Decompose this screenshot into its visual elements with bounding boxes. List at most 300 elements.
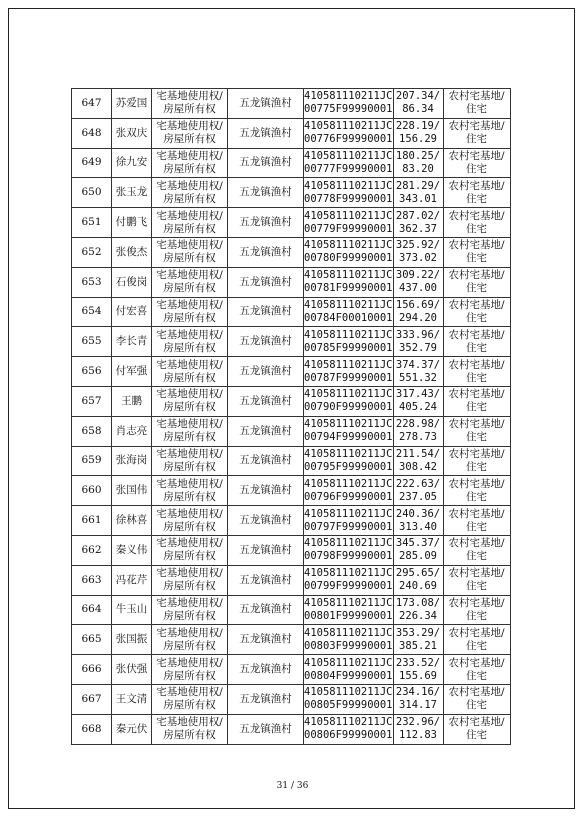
right-type-text: 宅基地使用权/ <box>156 388 223 401</box>
unit-code-text: 410581110211JC <box>304 209 393 222</box>
right-type-text: 宅基地使用权/ <box>156 120 223 133</box>
location-text: 五龙镇渔村 <box>239 275 292 288</box>
area-text: 405.24 <box>399 401 437 414</box>
right-type <box>152 237 228 267</box>
owner-name <box>112 506 152 536</box>
right-type-text: 宅基地使用权/ <box>156 328 223 341</box>
right-type-text: 房屋所有权 <box>163 490 216 503</box>
land-use-text: 农村宅基地/ <box>448 567 505 580</box>
owner-name <box>112 416 152 446</box>
location <box>228 714 304 744</box>
owner-name <box>112 565 152 595</box>
table-row <box>72 625 511 655</box>
land-use-text: 农村宅基地/ <box>448 656 505 669</box>
unit-code <box>304 178 394 208</box>
land-use-text: 住宅 <box>466 550 488 563</box>
owner-name-text: 苏爱国 <box>115 96 148 109</box>
owner-name <box>112 476 152 506</box>
unit-code-text: 00777F99990001 <box>304 162 393 175</box>
area-text: 156.29 <box>399 133 437 146</box>
unit-code-text: 410581110211JC <box>304 149 393 162</box>
area-text: 308.42 <box>399 460 437 473</box>
area <box>393 476 443 506</box>
land-use <box>443 476 510 506</box>
area <box>393 535 443 565</box>
area-text: 373.02 <box>399 252 437 265</box>
owner-name <box>112 446 152 476</box>
row-number-text: 656 <box>81 365 102 378</box>
unit-code-text: 410581110211JC <box>304 179 393 192</box>
table-row <box>72 565 511 595</box>
owner-name-text: 牛玉山 <box>115 603 148 616</box>
table-row <box>72 595 511 625</box>
records-table-body <box>72 89 511 745</box>
unit-code <box>304 595 394 625</box>
owner-name <box>112 595 152 625</box>
unit-code <box>304 148 394 178</box>
right-type-text: 房屋所有权 <box>163 192 216 205</box>
area-text: 207.34/ <box>395 90 441 103</box>
land-use <box>443 357 510 387</box>
row-number <box>72 267 112 297</box>
right-type-text: 房屋所有权 <box>163 282 216 295</box>
unit-code <box>304 327 394 357</box>
owner-name-text: 秦义伟 <box>115 543 148 556</box>
location <box>228 327 304 357</box>
unit-code <box>304 655 394 685</box>
location <box>228 684 304 714</box>
area-text: 345.37/ <box>395 537 441 550</box>
row-number-text: 647 <box>81 96 102 109</box>
owner-name <box>112 655 152 685</box>
unit-code-text: 410581110211JC <box>304 239 393 252</box>
row-number <box>72 237 112 267</box>
unit-code <box>304 237 394 267</box>
area <box>393 386 443 416</box>
land-use-text: 农村宅基地/ <box>448 239 505 252</box>
row-number <box>72 595 112 625</box>
area-text: 285.09 <box>399 550 437 563</box>
land-use-text: 住宅 <box>466 669 488 682</box>
owner-name <box>112 89 152 119</box>
area-text: 294.20 <box>399 311 437 324</box>
row-number-text: 658 <box>81 424 102 437</box>
location-text: 五龙镇渔村 <box>239 603 292 616</box>
land-use <box>443 237 510 267</box>
location <box>228 476 304 506</box>
table-row <box>72 416 511 446</box>
location <box>228 267 304 297</box>
unit-code-text: 410581110211JC <box>304 298 393 311</box>
right-type-text: 房屋所有权 <box>163 252 216 265</box>
land-use <box>443 327 510 357</box>
row-number <box>72 446 112 476</box>
right-type <box>152 446 228 476</box>
table-row <box>72 178 511 208</box>
right-type-text: 房屋所有权 <box>163 580 216 593</box>
table-row <box>72 89 511 119</box>
right-type-text: 房屋所有权 <box>163 460 216 473</box>
right-type-text: 宅基地使用权/ <box>156 90 223 103</box>
land-use-text: 农村宅基地/ <box>448 507 505 520</box>
owner-name <box>112 535 152 565</box>
land-use-text: 住宅 <box>466 520 488 533</box>
land-use-text: 农村宅基地/ <box>448 90 505 103</box>
location-text: 五龙镇渔村 <box>239 514 292 527</box>
land-use-text: 住宅 <box>466 609 488 622</box>
area-text: 333.96/ <box>395 328 441 341</box>
page-number: 31 / 36 <box>276 781 309 791</box>
location-text: 五龙镇渔村 <box>239 573 292 586</box>
right-type <box>152 416 228 446</box>
owner-name <box>112 625 152 655</box>
area <box>393 237 443 267</box>
owner-name <box>112 178 152 208</box>
unit-code-text: 410581110211JC <box>304 90 393 103</box>
row-number <box>72 89 112 119</box>
location-text: 五龙镇渔村 <box>239 394 292 407</box>
owner-name <box>112 208 152 238</box>
land-use <box>443 118 510 148</box>
unit-code-text: 410581110211JC <box>304 626 393 639</box>
owner-name-text: 张双庆 <box>115 126 148 139</box>
land-use-text: 农村宅基地/ <box>448 120 505 133</box>
land-use <box>443 89 510 119</box>
unit-code <box>304 565 394 595</box>
row-number <box>72 416 112 446</box>
unit-code-text: 00785F99990001 <box>304 341 393 354</box>
row-number-text: 655 <box>81 335 102 348</box>
area-text: 281.29/ <box>395 179 441 192</box>
unit-code-text: 00795F99990001 <box>304 460 393 473</box>
row-number <box>72 684 112 714</box>
unit-code <box>304 446 394 476</box>
area <box>393 327 443 357</box>
unit-code <box>304 476 394 506</box>
land-use <box>443 595 510 625</box>
right-type <box>152 625 228 655</box>
table-row <box>72 535 511 565</box>
table-row <box>72 386 511 416</box>
row-number <box>72 297 112 327</box>
owner-name-text: 付军强 <box>115 365 148 378</box>
area <box>393 506 443 536</box>
area <box>393 416 443 446</box>
right-type <box>152 267 228 297</box>
right-type <box>152 565 228 595</box>
right-type-text: 宅基地使用权/ <box>156 626 223 639</box>
unit-code-text: 00804F99990001 <box>304 669 393 682</box>
right-type <box>152 118 228 148</box>
owner-name <box>112 267 152 297</box>
right-type-text: 房屋所有权 <box>163 401 216 414</box>
row-number <box>72 148 112 178</box>
land-use-text: 农村宅基地/ <box>448 626 505 639</box>
owner-name-text: 张玉龙 <box>115 186 148 199</box>
right-type <box>152 506 228 536</box>
unit-code-text: 00780F99990001 <box>304 252 393 265</box>
unit-code-text: 410581110211JC <box>304 120 393 133</box>
row-number <box>72 476 112 506</box>
row-number <box>72 625 112 655</box>
location-text: 五龙镇渔村 <box>239 216 292 229</box>
owner-name-text: 付宏喜 <box>115 305 148 318</box>
row-number <box>72 208 112 238</box>
location-text: 五龙镇渔村 <box>239 156 292 169</box>
area <box>393 357 443 387</box>
unit-code-text: 00803F99990001 <box>304 639 393 652</box>
location <box>228 655 304 685</box>
area <box>393 208 443 238</box>
row-number-text: 660 <box>81 484 102 497</box>
right-type-text: 宅基地使用权/ <box>156 239 223 252</box>
unit-code-text: 410581110211JC <box>304 656 393 669</box>
right-type-text: 宅基地使用权/ <box>156 656 223 669</box>
land-use-text: 住宅 <box>466 401 488 414</box>
area <box>393 297 443 327</box>
right-type <box>152 178 228 208</box>
table-row <box>72 714 511 744</box>
land-use-text: 住宅 <box>466 431 488 444</box>
land-use <box>443 148 510 178</box>
right-type <box>152 386 228 416</box>
unit-code <box>304 535 394 565</box>
land-use-text: 农村宅基地/ <box>448 328 505 341</box>
location <box>228 416 304 446</box>
row-number-text: 653 <box>81 275 102 288</box>
right-type-text: 房屋所有权 <box>163 341 216 354</box>
row-number-text: 666 <box>81 663 102 676</box>
right-type-text: 宅基地使用权/ <box>156 686 223 699</box>
right-type-text: 宅基地使用权/ <box>156 567 223 580</box>
location <box>228 297 304 327</box>
owner-name-text: 张俊杰 <box>115 245 148 258</box>
unit-code <box>304 89 394 119</box>
right-type <box>152 148 228 178</box>
owner-name-text: 石俊岗 <box>115 275 148 288</box>
location <box>228 506 304 536</box>
land-use <box>443 655 510 685</box>
location <box>228 446 304 476</box>
area-text: 317.43/ <box>395 388 441 401</box>
location-text: 五龙镇渔村 <box>239 245 292 258</box>
land-use <box>443 416 510 446</box>
right-type-text: 房屋所有权 <box>163 639 216 652</box>
area <box>393 178 443 208</box>
right-type-text: 宅基地使用权/ <box>156 298 223 311</box>
unit-code-text: 410581110211JC <box>304 447 393 460</box>
area <box>393 684 443 714</box>
land-use-text: 住宅 <box>466 311 488 324</box>
unit-code-text: 410581110211JC <box>304 388 393 401</box>
land-use <box>443 684 510 714</box>
location <box>228 178 304 208</box>
unit-code <box>304 684 394 714</box>
table-row <box>72 208 511 238</box>
land-use-text: 住宅 <box>466 639 488 652</box>
records-table <box>71 88 511 745</box>
right-type-text: 宅基地使用权/ <box>156 418 223 431</box>
location-text: 五龙镇渔村 <box>239 305 292 318</box>
owner-name-text: 王鹏 <box>121 394 142 407</box>
owner-name <box>112 118 152 148</box>
row-number-text: 661 <box>81 514 102 527</box>
location-text: 五龙镇渔村 <box>239 96 292 109</box>
row-number <box>72 535 112 565</box>
unit-code-text: 00794F99990001 <box>304 431 393 444</box>
right-type-text: 宅基地使用权/ <box>156 596 223 609</box>
area-text: 180.25/ <box>395 149 441 162</box>
land-use-text: 农村宅基地/ <box>448 686 505 699</box>
location-text: 五龙镇渔村 <box>239 454 292 467</box>
table-row <box>72 506 511 536</box>
land-use <box>443 535 510 565</box>
row-number <box>72 655 112 685</box>
table-row <box>72 446 511 476</box>
row-number-text: 652 <box>81 245 102 258</box>
right-type-text: 房屋所有权 <box>163 669 216 682</box>
row-number-text: 648 <box>81 126 102 139</box>
area-text: 240.36/ <box>395 507 441 520</box>
row-number-text: 663 <box>81 573 102 586</box>
area-text: 173.08/ <box>395 596 441 609</box>
unit-code-text: 410581110211JC <box>304 596 393 609</box>
location-text: 五龙镇渔村 <box>239 484 292 497</box>
area <box>393 118 443 148</box>
area-text: 240.69 <box>399 580 437 593</box>
area <box>393 446 443 476</box>
unit-code-text: 410581110211JC <box>304 358 393 371</box>
owner-name-text: 王文清 <box>115 692 148 705</box>
area-text: 226.34 <box>399 609 437 622</box>
land-use-text: 农村宅基地/ <box>448 179 505 192</box>
area <box>393 655 443 685</box>
table-row <box>72 267 511 297</box>
land-use-text: 住宅 <box>466 371 488 384</box>
unit-code <box>304 625 394 655</box>
unit-code-text: 410581110211JC <box>304 567 393 580</box>
row-number-text: 659 <box>81 454 102 467</box>
area-text: 83.20 <box>402 162 434 175</box>
right-type-text: 房屋所有权 <box>163 520 216 533</box>
area-text: 374.37/ <box>395 358 441 371</box>
area <box>393 267 443 297</box>
owner-name <box>112 714 152 744</box>
land-use-text: 农村宅基地/ <box>448 298 505 311</box>
owner-name <box>112 327 152 357</box>
land-use-text: 住宅 <box>466 103 488 116</box>
row-number-text: 667 <box>81 692 102 705</box>
area-text: 437.00 <box>399 282 437 295</box>
land-use-text: 农村宅基地/ <box>448 596 505 609</box>
area <box>393 565 443 595</box>
area-text: 232.96/ <box>395 716 441 729</box>
land-use <box>443 386 510 416</box>
unit-code-text: 00806F99990001 <box>304 729 393 742</box>
unit-code-text: 00775F99990001 <box>304 103 393 116</box>
land-use-text: 农村宅基地/ <box>448 269 505 282</box>
owner-name-text: 肖志亮 <box>115 424 148 437</box>
location <box>228 565 304 595</box>
row-number-text: 651 <box>81 216 102 229</box>
row-number <box>72 565 112 595</box>
right-type <box>152 476 228 506</box>
owner-name-text: 李长青 <box>115 335 148 348</box>
owner-name <box>112 148 152 178</box>
owner-name-text: 张伏强 <box>115 663 148 676</box>
row-number <box>72 357 112 387</box>
location-text: 五龙镇渔村 <box>239 543 292 556</box>
owner-name-text: 秦元伏 <box>115 722 148 735</box>
location-text: 五龙镇渔村 <box>239 692 292 705</box>
right-type <box>152 327 228 357</box>
land-use <box>443 267 510 297</box>
unit-code-text: 00801F99990001 <box>304 609 393 622</box>
area-text: 228.19/ <box>395 120 441 133</box>
area-text: 551.32 <box>399 371 437 384</box>
area <box>393 625 443 655</box>
right-type-text: 房屋所有权 <box>163 162 216 175</box>
unit-code-text: 410581110211JC <box>304 418 393 431</box>
right-type <box>152 714 228 744</box>
unit-code-text: 410581110211JC <box>304 269 393 282</box>
right-type-text: 房屋所有权 <box>163 699 216 712</box>
unit-code-text: 410581110211JC <box>304 507 393 520</box>
location-text: 五龙镇渔村 <box>239 424 292 437</box>
area <box>393 595 443 625</box>
unit-code-text: 410581110211JC <box>304 537 393 550</box>
land-use-text: 农村宅基地/ <box>448 418 505 431</box>
land-use <box>443 208 510 238</box>
location <box>228 386 304 416</box>
location <box>228 595 304 625</box>
right-type-text: 房屋所有权 <box>163 609 216 622</box>
unit-code-text: 00778F99990001 <box>304 192 393 205</box>
row-number-text: 664 <box>81 603 102 616</box>
location-text: 五龙镇渔村 <box>239 186 292 199</box>
right-type <box>152 357 228 387</box>
land-use-text: 农村宅基地/ <box>448 537 505 550</box>
location <box>228 357 304 387</box>
owner-name <box>112 357 152 387</box>
area <box>393 148 443 178</box>
row-number-text: 654 <box>81 305 102 318</box>
owner-name <box>112 684 152 714</box>
land-use-text: 住宅 <box>466 580 488 593</box>
area-text: 86.34 <box>402 103 434 116</box>
row-number-text: 665 <box>81 633 102 646</box>
land-use <box>443 506 510 536</box>
owner-name-text: 徐林喜 <box>115 514 148 527</box>
area-text: 222.63/ <box>395 477 441 490</box>
land-use-text: 住宅 <box>466 252 488 265</box>
land-use-text: 农村宅基地/ <box>448 447 505 460</box>
land-use <box>443 625 510 655</box>
location <box>228 118 304 148</box>
area-text: 343.01 <box>399 192 437 205</box>
unit-code-text: 00784F00010001 <box>304 311 393 324</box>
land-use-text: 住宅 <box>466 192 488 205</box>
row-number-text: 662 <box>81 543 102 556</box>
unit-code <box>304 386 394 416</box>
land-use-text: 住宅 <box>466 341 488 354</box>
land-use-text: 住宅 <box>466 282 488 295</box>
land-use-text: 住宅 <box>466 729 488 742</box>
right-type <box>152 208 228 238</box>
row-number <box>72 178 112 208</box>
table-row <box>72 148 511 178</box>
table-row <box>72 118 511 148</box>
